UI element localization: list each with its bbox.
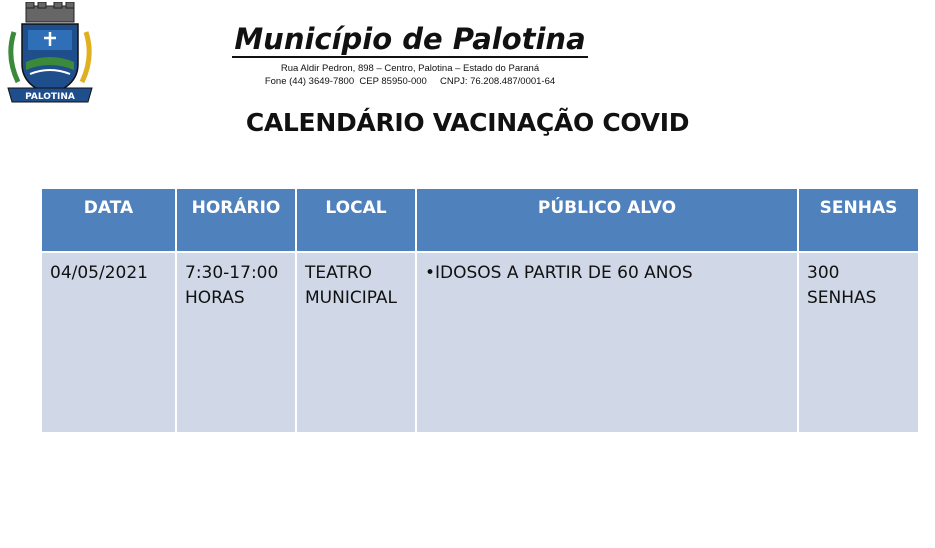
palotina-crest-logo [4,2,96,106]
letterhead [205,22,615,88]
crest-banner-text: PALOTINA [25,92,75,102]
table-row [41,252,919,433]
contact-line: Fone (44) 3649-7800 CEP 85950-000 CNPJ: 76.208.487/0001-64 [264,76,556,87]
table-header-row [41,188,919,252]
column-header-horario: HORÁRIO [176,188,296,252]
column-header-data: DATA [41,188,176,252]
municipality-name: Município de Palotina [234,22,586,56]
page-title: CALENDÁRIO VACINAÇÃO COVID [245,108,690,137]
address-line: Rua Aldir Pedron, 898 – Centro, Palotina – Estado do Paraná [280,63,540,74]
cell-local: TEATRO MUNICIPAL [296,252,416,433]
cell-senhas: 300 SENHAS [798,252,919,433]
column-header-senhas: SENHAS [798,188,919,252]
cell-publico-alvo: •IDOSOS A PARTIR DE 60 ANOS [416,252,798,433]
column-header-publico-alvo: PÚBLICO ALVO [416,188,798,252]
column-header-local: LOCAL [296,188,416,252]
cell-data: 04/05/2021 [41,252,176,433]
vaccination-schedule-table [40,187,920,434]
cell-horario: 7:30-17:00 HORAS [176,252,296,433]
